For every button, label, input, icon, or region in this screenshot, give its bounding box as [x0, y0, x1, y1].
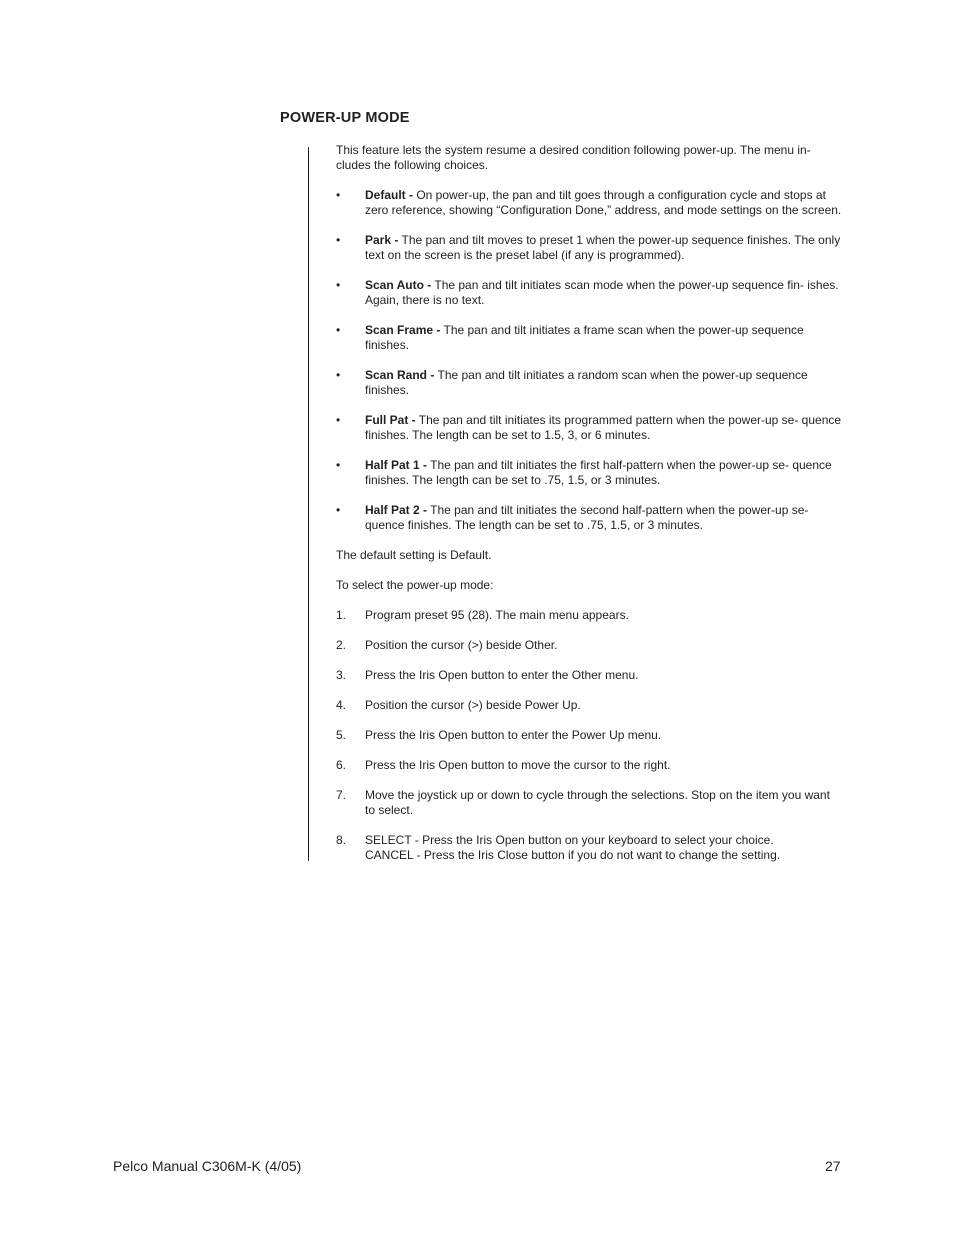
step-text: Press the Iris Open button to enter the Other menu. [365, 668, 639, 682]
step-item [336, 638, 842, 653]
section-body [336, 143, 842, 878]
choice-term: Scan Frame - [365, 323, 441, 337]
choice-item-scan-rand [336, 368, 842, 398]
step-item [336, 833, 842, 863]
default-note: The default setting is Default. [336, 548, 492, 562]
choice-description: The pan and tilt initiates a frame scan when the power-up sequence finishes. [365, 323, 804, 352]
choice-item-full-pat [336, 413, 842, 443]
choice-term: Scan Rand - [365, 368, 435, 382]
choice-term: Default - [365, 188, 413, 202]
step-item [336, 728, 842, 743]
bullet-marker: • [336, 413, 341, 427]
bullet-marker: • [336, 323, 341, 337]
step-number: 7. [336, 788, 347, 802]
bullet-marker: • [336, 368, 341, 382]
bullet-marker: • [336, 458, 341, 472]
choice-description: The pan and tilt moves to preset 1 when the power-up sequence finishes. The only text on the screen is the preset label (if any is programmed). [365, 233, 841, 262]
step-item [336, 788, 842, 818]
choice-item-park [336, 233, 842, 263]
choice-description: The pan and tilt initiates the second half-pattern when the power-up se- quence finishes. The length can be set to .75, 1.5, or 3 minutes. [365, 503, 809, 532]
margin-rule [308, 147, 309, 861]
choice-term: Park - [365, 233, 399, 247]
choice-item-scan-frame [336, 323, 842, 353]
step-text: Press the Iris Open button to move the cursor to the right. [365, 758, 671, 772]
step-text: Position the cursor (>) beside Power Up. [365, 698, 581, 712]
footer-manual-id: Pelco Manual C306M-K (4/05) [113, 1158, 302, 1174]
step-item [336, 608, 842, 623]
step-text: Move the joystick up or down to cycle through the selections. Stop on the item you want to select. [365, 788, 830, 817]
step-text: Program preset 95 (28). The main menu appears. [365, 608, 629, 622]
step-number: 5. [336, 728, 347, 742]
choice-description: The pan and tilt initiates scan mode when the power-up sequence fin- ishes. Again, there is no text. [365, 278, 839, 307]
step-number: 4. [336, 698, 347, 712]
step-text-select: SELECT - Press the Iris Open button on your keyboard to select your choice. [365, 833, 774, 847]
choice-item-default [336, 188, 842, 218]
bullet-marker: • [336, 278, 341, 292]
choice-term: Half Pat 1 - [365, 458, 428, 472]
page-number: 27 [825, 1158, 841, 1174]
step-text-cancel: CANCEL - Press the Iris Close button if you do not want to change the setting. [365, 848, 781, 862]
step-text: Press the Iris Open button to enter the Power Up menu. [365, 728, 662, 742]
step-number: 8. [336, 833, 347, 847]
bullet-marker: • [336, 503, 341, 517]
step-number: 3. [336, 668, 347, 682]
choice-term: Scan Auto - [365, 278, 432, 292]
step-item [336, 758, 842, 773]
step-item [336, 668, 842, 683]
choice-item-half-pat-2 [336, 503, 842, 533]
choice-description: The pan and tilt initiates the first half-pattern when the power-up se- quence finishes. The length can be set to .75, 1.5, or 3 minutes. [365, 458, 832, 487]
step-number: 1. [336, 608, 347, 622]
choice-description: The pan and tilt initiates a random scan when the power-up sequence finishes. [365, 368, 808, 397]
step-number: 2. [336, 638, 347, 652]
choice-description: On power-up, the pan and tilt goes through a configuration cycle and stops at zero reference, showing “Configuration Done,” address, and mode settings on the screen. [365, 188, 842, 217]
choice-description: The pan and tilt initiates its programmed pattern when the power-up se- quence finishes. The length can be set to 1.5, 3, or 6 minutes. [365, 413, 842, 442]
step-item [336, 698, 842, 713]
step-text: Position the cursor (>) beside Other. [365, 638, 558, 652]
step-number: 6. [336, 758, 347, 772]
bullet-marker: • [336, 233, 341, 247]
choice-item-half-pat-1 [336, 458, 842, 488]
choice-term: Half Pat 2 - [365, 503, 428, 517]
choice-term: Full Pat - [365, 413, 416, 427]
section-heading: POWER-UP MODE [280, 110, 410, 126]
steps-intro: To select the power-up mode: [336, 578, 494, 592]
intro-paragraph: This feature lets the system resume a desired condition following power-up. The menu in- cludes the following choices. [336, 143, 811, 172]
bullet-marker: • [336, 188, 341, 202]
choice-item-scan-auto [336, 278, 842, 308]
